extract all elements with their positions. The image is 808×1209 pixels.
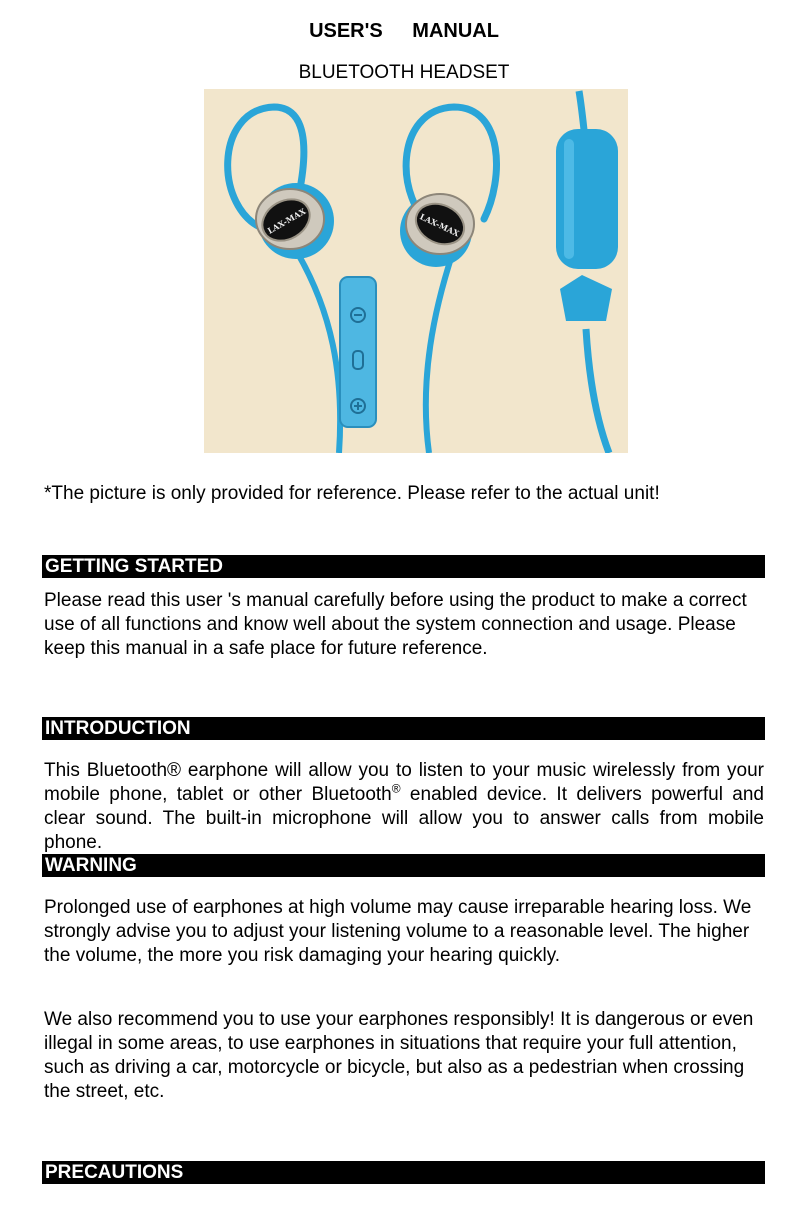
introduction-heading: INTRODUCTION xyxy=(42,717,765,740)
introduction-body xyxy=(44,759,764,855)
introduction-body-part1: This Bluetooth® earphone will allow you to listen to your music wirelessly from your mobile phone, tablet or other Bluetooth xyxy=(44,760,764,805)
getting-started-heading: GETTING STARTED xyxy=(42,555,765,578)
registered-mark: ® xyxy=(391,781,401,796)
left-earbud-logo: LAX-MAX xyxy=(265,205,308,236)
picture-disclaimer: *The picture is only provided for reference. Please refer to the actual unit! xyxy=(44,483,660,504)
introduction-body-part2: enabled device. It delivers powerful and clear sound. The built-in microphone will allow you to answer calls from mobile phone. xyxy=(44,784,764,853)
manual-subtitle: BLUETOOTH HEADSET xyxy=(298,62,510,83)
right-earbud-logo: LAX-MAX xyxy=(418,211,461,239)
manual-title: USER'S MANUAL xyxy=(309,20,499,42)
headset-photo xyxy=(204,89,628,453)
precautions-heading: PRECAUTIONS xyxy=(42,1161,765,1184)
warning-heading: WARNING xyxy=(42,854,765,877)
warning-paragraph-1: Prolonged use of earphones at high volume may cause irreparable hearing loss. We strongly advise you to adjust your listening volume to a reasonable level. The higher the volume, the more you risk damaging your hearing quickly. xyxy=(44,897,752,966)
warning-paragraph-2: We also recommend you to use your earphones responsibly! It is dangerous or even illegal in some areas, to use earphones in situations that require your full attention, such as driving a car, motorcycle or bicycle, but also as a pedestrian when crossing the street, etc. xyxy=(44,1009,754,1102)
getting-started-body: Please read this user 's manual carefully before using the product to make a correct use of all functions and know well about the system connection and usage. Please keep this manual in a safe place for future reference. xyxy=(44,590,747,659)
